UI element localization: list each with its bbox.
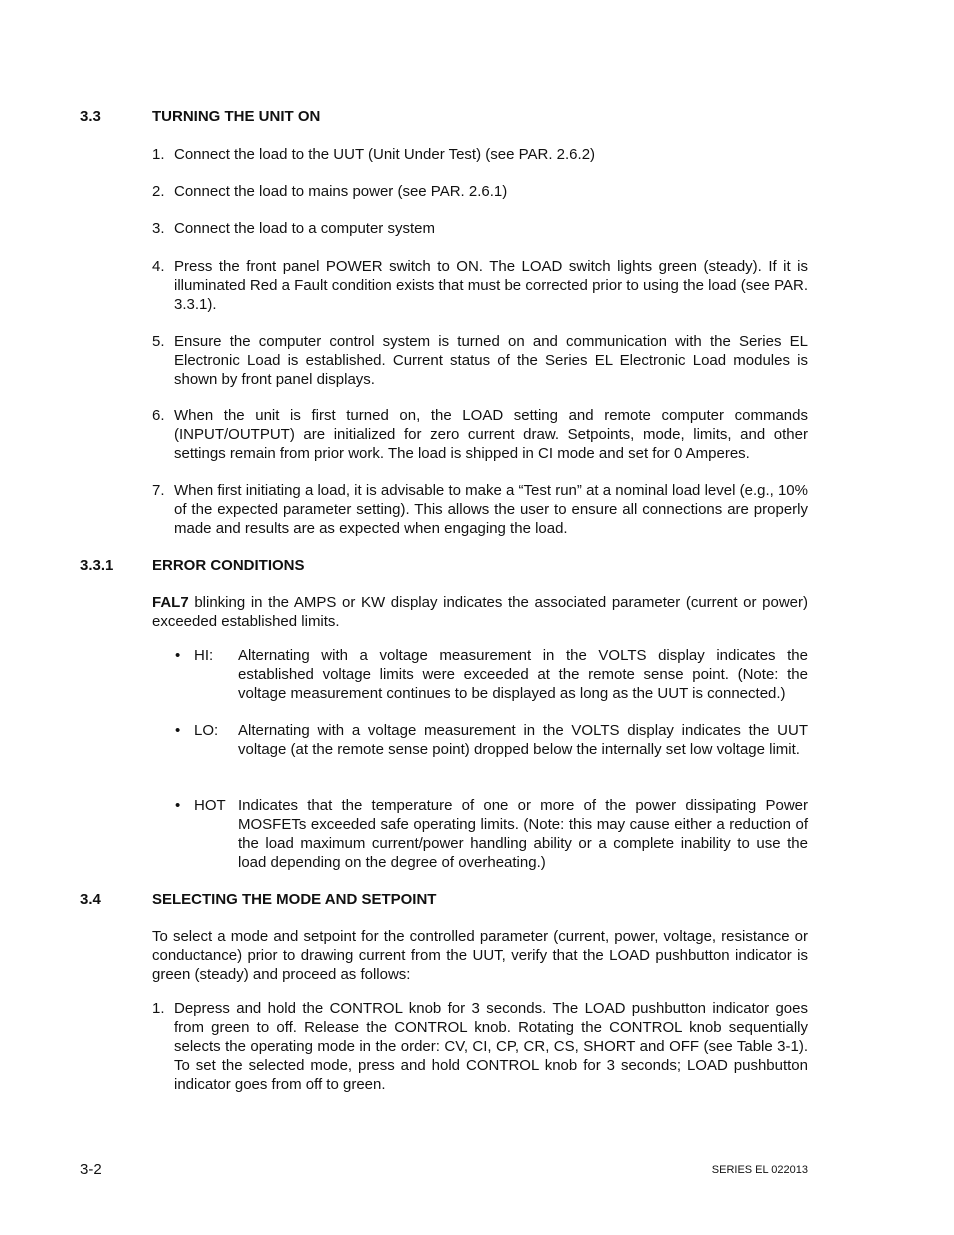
section-number: 3.3 — [80, 108, 101, 125]
list-number: 1. — [152, 146, 165, 163]
list-item — [152, 999, 808, 1094]
page-number: 3-2 — [80, 1161, 102, 1178]
list-item — [152, 332, 808, 389]
bullet-item-lo — [175, 721, 808, 759]
bullet-dot: • — [175, 722, 181, 739]
bullet-dot: • — [175, 647, 181, 664]
list-item — [152, 182, 808, 201]
section-title: SELECTING THE MODE AND SETPOINT — [152, 891, 437, 908]
document-id: SERIES EL 022013 — [711, 1164, 808, 1176]
list-text: Press the front panel POWER switch to ON. The LOAD switch lights green (steady). If it is illuminated Red a Fault condition exists that must be corrected prior to using the load (see PAR. 3.3.1). — [174, 258, 808, 313]
bullet-label: LO: — [194, 722, 219, 739]
bullet-item-hot — [175, 796, 808, 872]
list-text: Connect the load to a computer system — [174, 220, 435, 237]
list-text: Connect the load to the UUT (Unit Under Test) (see PAR. 2.6.2) — [174, 146, 596, 163]
bullet-item-hi — [175, 646, 808, 703]
bullet-dot: • — [175, 797, 181, 814]
list-number: 2. — [152, 183, 165, 200]
bullet-label: HI: — [194, 647, 214, 664]
section-number: 3.3.1 — [80, 557, 114, 574]
list-number: 7. — [152, 482, 165, 499]
list-text: When first initiating a load, it is advisable to make a “Test run” at a nominal load level (e.g., 10% of the expected parameter setting). This allows the user to ensure all connections are properly made and results are as expected when engaging the load. — [174, 482, 808, 537]
section-title: ERROR CONDITIONS — [152, 557, 305, 574]
list-text: When the unit is first turned on, the LOAD setting and remote computer commands (INPUT/OUTPUT) are initialized for zero current draw. Setpoints, mode, limits, and other settings remain from prior work. The load is shipped in CI mode and set for 0 Amperes. — [174, 407, 808, 462]
fal7-description: blinking in the AMPS or KW display indicates the associated parameter (current or power) exceeded established limits. — [152, 594, 808, 630]
list-item — [152, 145, 808, 164]
fal7-code: FAL7 — [152, 594, 189, 611]
bullet-text: Alternating with a voltage measurement in the VOLTS display indicates the UUT voltage (at the remote sense point) dropped below the internally set low voltage limit. — [238, 722, 808, 758]
bullet-text: Alternating with a voltage measurement in the VOLTS display indicates the established voltage limits were exceeded at the remote sense point. (Note: the voltage measurement continues to be displayed as long as the UUT is connected.) — [238, 647, 808, 702]
section-title: TURNING THE UNIT ON — [152, 108, 321, 125]
list-item — [152, 219, 808, 238]
list-text: Depress and hold the CONTROL knob for 3 seconds. The LOAD pushbutton indicator goes from green to off. Release the CONTROL knob. Rotating the CONTROL knob sequentially selects the operating mode in the order: CV, CI, CP, CR, CS, SHORT and OFF (see Table 3-1). To set the selected mode, press and hold CONTROL knob for 3 seconds; LOAD pushbutton indicator goes from off to green. — [174, 1000, 808, 1093]
list-number: 5. — [152, 333, 165, 350]
list-number: 3. — [152, 220, 165, 237]
list-number: 6. — [152, 407, 165, 424]
section-number: 3.4 — [80, 891, 101, 908]
list-number: 1. — [152, 1000, 165, 1017]
list-number: 4. — [152, 258, 165, 275]
list-item — [152, 406, 808, 463]
bullet-text: Indicates that the temperature of one or more of the power dissipating Power MOSFETs exceeded safe operating limits. (Note: this may cause either a reduction of the load maximum current/power handling ability or a complete inability to use the load depending on the degree of overheating.) — [238, 797, 808, 871]
list-text: Connect the load to mains power (see PAR. 2.6.1) — [174, 183, 508, 200]
mode-intro-paragraph: To select a mode and setpoint for the controlled parameter (current, power, voltage, resistance or conductance) prior to drawing current from the UUT, verify that the LOAD pushbutton indicator is green (steady) and proceed as follows: — [152, 928, 808, 983]
error-intro-paragraph — [152, 593, 808, 631]
list-text: Ensure the computer control system is turned on and communication with the Series EL Electronic Load is established. Current status of the Series EL Electronic Load modules is shown by front panel displays. — [174, 333, 808, 388]
bullet-label: HOT — [194, 797, 226, 814]
list-item — [152, 481, 808, 538]
list-item — [152, 257, 808, 314]
